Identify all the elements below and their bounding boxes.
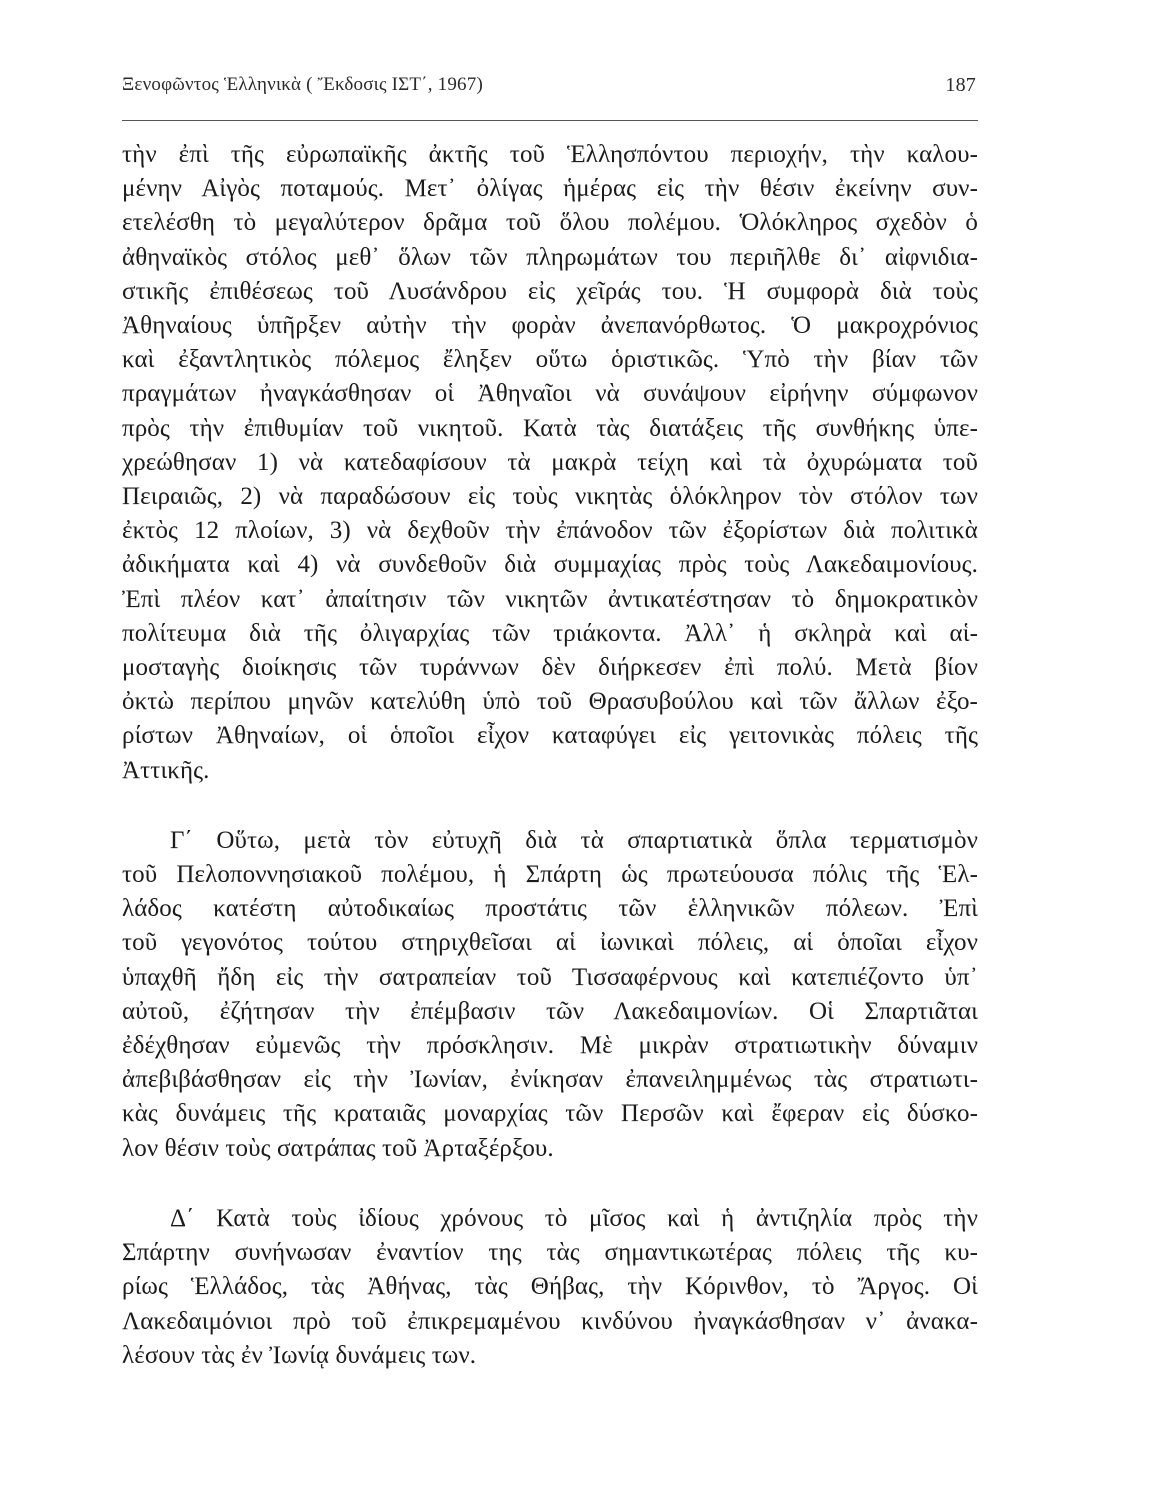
text-line: πραγμάτων ἠναγκάσθησαν οἱ Ἀθηναῖοι νὰ συνάψουν εἰρήνην σύμφωνον	[122, 380, 978, 408]
text-line: Ἀθηναίους ὑπῆρξεν αὐτὴν τὴν φορὰν ἀνεπανόρθωτος. Ὁ μακροχρόνιος	[122, 312, 978, 340]
page-number: 187	[945, 74, 976, 96]
text-line: ὀκτὼ περίπου μηνῶν κατελύθη ὑπὸ τοῦ Θρασυβούλου καὶ τῶν ἄλλων ἐξο-	[122, 688, 978, 716]
running-title: Ξενοφῶντος Ἑλληνικὰ ( Ἔκδοσις ΙΣΤ΄, 1967)	[122, 74, 483, 95]
text-line: Πειραιῶς, 2) νὰ παραδώσουν εἰς τοὺς νικητὰς ὁλόκληρον τὸν στόλον των	[122, 483, 978, 511]
text-line: στικῆς ἐπιθέσεως τοῦ Λυσάνδρου εἰς χεῖράς του. Ἡ συμφορὰ διὰ τοὺς	[122, 277, 978, 305]
text-line: ἀθηναϊκὸς στόλος μεθ᾽ ὅλων τῶν πληρωμάτων του περιῆλθε δι᾽ αἰφνιδια-	[122, 243, 978, 271]
text-line: ἀπεβιβάσθησαν εἰς τὴν Ἰωνίαν, ἐνίκησαν ἐπανειλημμένως τὰς στρατιωτι-	[122, 1066, 978, 1094]
text-line: Λακεδαιμόνιοι πρὸ τοῦ ἐπικρεμαμένου κινδύνου ἠναγκάσθησαν ν᾽ ἀνακα-	[122, 1307, 978, 1335]
paragraph-1	[122, 138, 978, 788]
text-line: τοῦ γεγονότος τούτου στηριχθεῖσαι αἱ ἰωνικαὶ πόλεις, αἱ ὁποῖαι εἶχον	[122, 929, 978, 957]
text-line: ἐκτὸς 12 πλοίων, 3) νὰ δεχθοῦν τὴν ἐπάνοδον τῶν ἐξορίστων διὰ πολιτικὰ	[122, 517, 978, 545]
text-line: ρίως Ἑλλάδος, τὰς Ἀθήνας, τὰς Θήβας, τὴν Κόρινθον, τὸ Ἄργος. Οἱ	[122, 1273, 978, 1301]
text-line: ὑπαχθῆ ἤδη εἰς τὴν σατραπείαν τοῦ Τισσαφέρνους καὶ κατεπιέζοντο ὑπ᾽	[122, 963, 978, 991]
paragraph-2	[122, 824, 978, 1166]
paragraph-3	[122, 1202, 978, 1373]
paragraph-gap	[122, 1166, 978, 1202]
text-line: χρεώθησαν 1) νὰ κατεδαφίσουν τὰ μακρὰ τείχη καὶ τὰ ὀχυρώματα τοῦ	[122, 448, 978, 476]
text-line: μένην Αἰγὸς ποταμούς. Μετ᾽ ὀλίγας ἡμέρας εἰς τὴν θέσιν ἐκείνην συν-	[122, 175, 978, 203]
text-line: Ἐπὶ πλέον κατ᾽ ἀπαίτησιν τῶν νικητῶν ἀντικατέστησαν τὸ δημοκρατικὸν	[122, 585, 978, 613]
text-line: ἐδέχθησαν εὐμενῶς τὴν πρόσκλησιν. Μὲ μικρὰν στρατιωτικὴν δύναμιν	[122, 1032, 978, 1060]
text-line: αὐτοῦ, ἐζήτησαν τὴν ἐπέμβασιν τῶν Λακεδαιμονίων. Οἱ Σπαρτιᾶται	[122, 997, 978, 1025]
text-line: λάδος κατέστη αὐτοδικαίως προστάτις τῶν ἑλληνικῶν πόλεων. Ἐπὶ	[122, 895, 978, 923]
text-line: τὴν ἐπὶ τῆς εὐρωπαϊκῆς ἀκτῆς τοῦ Ἑλλησπόντου περιοχήν, τὴν καλου-	[122, 141, 978, 168]
text-line: τοῦ Πελοποννησιακοῦ πολέμου, ἡ Σπάρτη ὡς πρωτεύουσα πόλις τῆς Ἑλ-	[122, 861, 978, 889]
header-rule	[122, 120, 978, 121]
text-line: Σπάρτην συνήνωσαν ἐναντίον της τὰς σημαντικωτέρας πόλεις τῆς κυ-	[122, 1239, 978, 1267]
text-line: λέσουν τὰς ἐν Ἰωνίᾳ δυνάμεις των.	[122, 1341, 477, 1369]
text-line: καὶ ἐξαντλητικὸς πόλεμος ἔληξεν οὕτω ὁριστικῶς. Ὑπὸ τὴν βίαν τῶν	[122, 346, 978, 374]
text-line: ρίστων Ἀθηναίων, οἱ ὁποῖοι εἶχον καταφύγει εἰς γειτονικὰς πόλεις τῆς	[122, 722, 978, 750]
running-header	[122, 74, 976, 102]
body-text	[122, 138, 978, 1373]
paragraph-gap	[122, 788, 978, 824]
text-line: Δ΄ Κατὰ τοὺς ἰδίους χρόνους τὸ μῖσος καὶ ἡ ἀντιζηλία πρὸς τὴν	[170, 1204, 978, 1232]
text-line: λον θέσιν τοὺς σατράπας τοῦ Ἀρταξέρξου.	[122, 1134, 554, 1162]
text-line: Γ΄ Οὕτω, μετὰ τὸν εὐτυχῆ διὰ τὰ σπαρτιατικὰ ὅπλα τερματισμὸν	[170, 826, 978, 854]
text-line: μοσταγὴς διοίκησις τῶν τυράννων δὲν διήρκεσεν ἐπὶ πολύ. Μετὰ βίον	[122, 654, 978, 682]
text-line: κὰς δυνάμεις τῆς κραταιᾶς μοναρχίας τῶν Περσῶν καὶ ἔφεραν εἰς δύσκο-	[122, 1100, 978, 1128]
text-line: πρὸς τὴν ἐπιθυμίαν τοῦ νικητοῦ. Κατὰ τὰς διατάξεις τῆς συνθήκης ὑπε-	[122, 414, 978, 442]
text-line: πολίτευμα διὰ τῆς ὀλιγαρχίας τῶν τριάκοντα. Ἀλλ᾽ ἡ σκληρὰ καὶ αἱ-	[122, 619, 978, 647]
text-line: ετελέσθη τὸ μεγαλύτερον δρᾶμα τοῦ ὅλου πολέμου. Ὁλόκληρος σχεδὸν ὁ	[122, 209, 978, 237]
text-line: ἀδικήματα καὶ 4) νὰ συνδεθοῦν διὰ συμμαχίας πρὸς τοὺς Λακεδαιμονίους.	[122, 551, 978, 579]
text-line: Ἀττικῆς.	[122, 756, 210, 784]
